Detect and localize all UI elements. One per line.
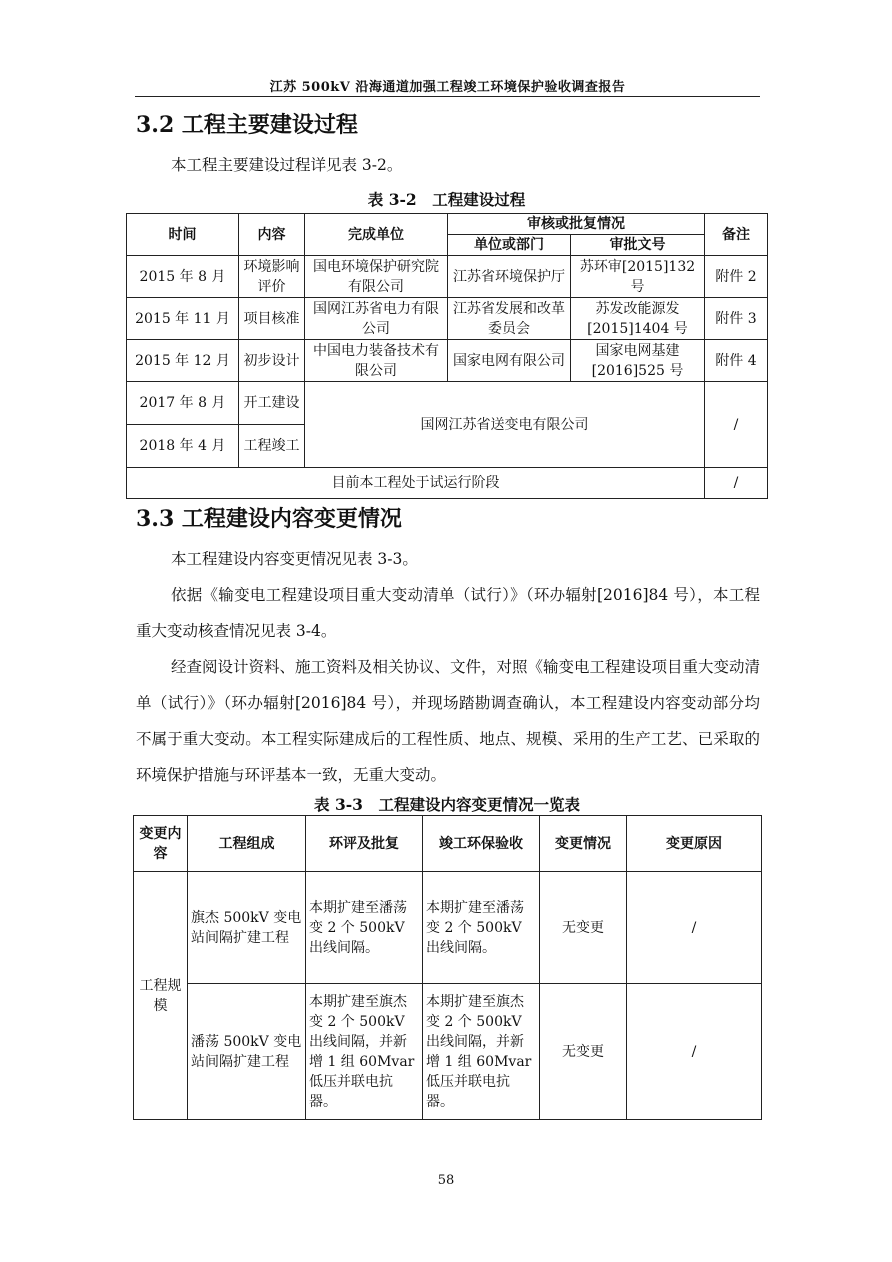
section-3-3-para-1: 本工程建设内容变更情况见表 3-3。 xyxy=(171,550,418,568)
cell-content: 初步设计 xyxy=(239,340,305,382)
cell-component: 潘荡 500kV 变电站间隔扩建工程 xyxy=(188,984,306,1120)
col-header-change-content: 变更内容 xyxy=(134,816,188,872)
cell-unit: 国电环境保护研究院有限公司 xyxy=(305,256,448,298)
col-header-reason: 变更原因 xyxy=(627,816,762,872)
col-header-dept: 单位或部门 xyxy=(448,235,571,256)
table-row xyxy=(134,872,762,984)
cell-content: 开工建设 xyxy=(239,382,305,425)
cell-status: 无变更 xyxy=(540,984,627,1120)
cell-content: 项目核准 xyxy=(239,298,305,340)
cell-remark: 附件 4 xyxy=(705,340,768,382)
cell-time: 2015 年 11 月 xyxy=(127,298,239,340)
construction-process-table xyxy=(126,213,768,499)
cell-dept: 国家电网有限公司 xyxy=(448,340,571,382)
table-row xyxy=(127,256,768,298)
table-3-3-caption: 表 3-3 工程建设内容变更情况一览表 xyxy=(314,795,580,814)
change-status-table xyxy=(133,815,762,1120)
cell-acceptance: 本期扩建至旗杰变 2 个 500kV 出线间隔，并新增 1 组 60Mvar 低压并联电抗器。 xyxy=(423,984,540,1120)
cell-merged-remark: / xyxy=(705,382,768,468)
cell-eia: 本期扩建至旗杰变 2 个 500kV 出线间隔，并新增 1 组 60Mvar 低压并联电抗器。 xyxy=(306,984,423,1120)
cell-doc: 苏发改能源发[2015]1404 号 xyxy=(571,298,705,340)
table-row xyxy=(134,984,762,1120)
col-header-remark: 备注 xyxy=(705,214,768,256)
col-header-doc: 审批文号 xyxy=(571,235,705,256)
table-3-2-caption: 表 3-2 工程建设过程 xyxy=(367,190,526,209)
page-number: 58 xyxy=(437,1173,455,1188)
cell-unit: 中国电力装备技术有限公司 xyxy=(305,340,448,382)
table-row xyxy=(127,298,768,340)
col-header-review: 审核或批复情况 xyxy=(448,214,705,235)
cell-status: 无变更 xyxy=(540,872,627,984)
cell-time: 2015 年 12 月 xyxy=(127,340,239,382)
cell-time: 2017 年 8 月 xyxy=(127,382,239,425)
cell-doc: 苏环审[2015]132 号 xyxy=(571,256,705,298)
cell-unit: 国网江苏省电力有限公司 xyxy=(305,298,448,340)
cell-content: 工程竣工 xyxy=(239,425,305,468)
cell-content: 环境影响评价 xyxy=(239,256,305,298)
col-header-content: 内容 xyxy=(239,214,305,256)
section-3-2-heading: 3.2 工程主要建设过程 xyxy=(136,112,358,138)
cell-time: 2015 年 8 月 xyxy=(127,256,239,298)
col-header-component: 工程组成 xyxy=(188,816,306,872)
header-rule xyxy=(135,96,760,97)
col-header-time: 时间 xyxy=(127,214,239,256)
section-3-3-para-3: 经查阅设计资料、施工资料及相关协议、文件，对照《输变电工程建设项目重大变动清单（试行）》（环办辐射[2016]84 号），并现场踏勘调查确认，本工程建设内容变动部分均不属于重大变动。本工程实际建成后的工程性质、地点、规模、采用的生产工艺、已采取的环境保护措施与环评基本一致，无重大变动。 xyxy=(136,658,761,784)
col-header-status: 变更情况 xyxy=(540,816,627,872)
cell-dept: 江苏省环境保护厅 xyxy=(448,256,571,298)
cell-doc: 国家电网基建[2016]525 号 xyxy=(571,340,705,382)
col-header-eia: 环评及批复 xyxy=(306,816,423,872)
cell-footer-remark: / xyxy=(705,468,768,499)
cell-footer-text: 目前本工程处于试运行阶段 xyxy=(127,468,705,499)
cell-remark: 附件 3 xyxy=(705,298,768,340)
cell-component: 旗杰 500kV 变电站间隔扩建工程 xyxy=(188,872,306,984)
cell-acceptance: 本期扩建至潘荡变 2 个 500kV 出线间隔。 xyxy=(423,872,540,984)
cell-time: 2018 年 4 月 xyxy=(127,425,239,468)
cell-reason: / xyxy=(627,872,762,984)
table-row xyxy=(127,340,768,382)
cell-eia: 本期扩建至潘荡变 2 个 500kV 出线间隔。 xyxy=(306,872,423,984)
table-row xyxy=(127,382,768,425)
section-3-2-intro: 本工程主要建设过程详见表 3-2。 xyxy=(171,156,403,174)
cell-reason: / xyxy=(627,984,762,1120)
table-row xyxy=(127,468,768,499)
cell-remark: 附件 2 xyxy=(705,256,768,298)
col-header-acceptance: 竣工环保验收 xyxy=(423,816,540,872)
cell-merged-unit: 国网江苏省送变电有限公司 xyxy=(305,382,705,468)
section-3-3-heading: 3.3 工程建设内容变更情况 xyxy=(136,506,402,532)
section-3-3-para-2: 依据《输变电工程建设项目重大变动清单（试行）》（环办辐射[2016]84 号），本工程重大变动核查情况见表 3-4。 xyxy=(136,586,760,640)
cell-dept: 江苏省发展和改革委员会 xyxy=(448,298,571,340)
cell-group: 工程规模 xyxy=(134,872,188,1120)
report-header-title: 江苏 500kV 沿海通道加强工程竣工环境保护验收调查报告 xyxy=(269,80,626,95)
col-header-unit: 完成单位 xyxy=(305,214,448,256)
